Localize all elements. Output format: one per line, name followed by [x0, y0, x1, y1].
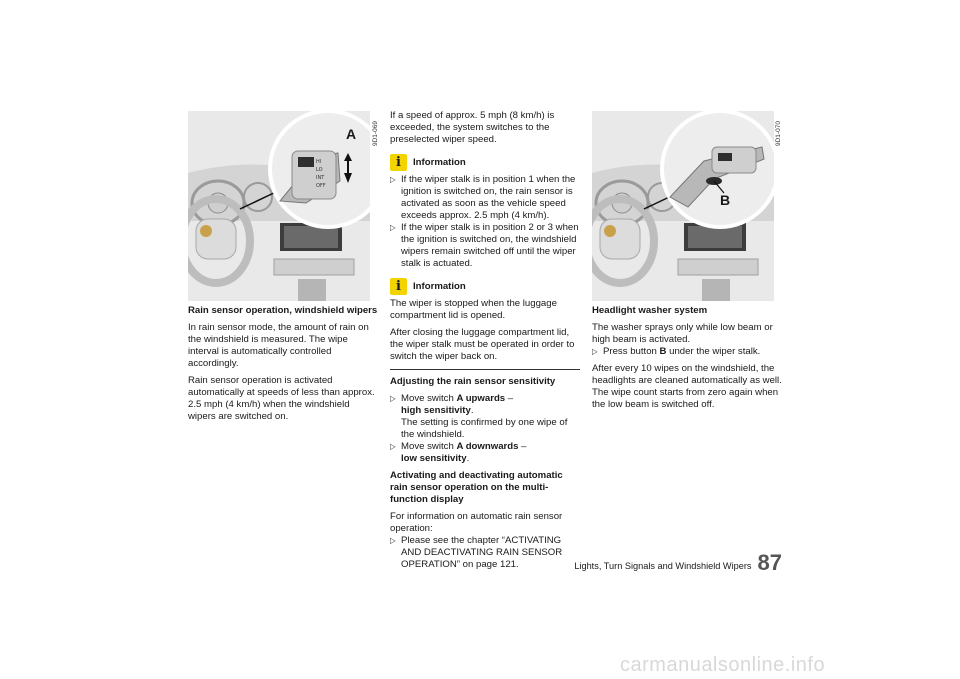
- information-block-1: [390, 154, 580, 171]
- text-fragment: .: [470, 405, 474, 416]
- wiper-stalk-figure-a: [188, 111, 370, 301]
- emphasis: high sensitivity: [401, 405, 471, 416]
- bullet-arrow-icon: ▷: [390, 536, 396, 545]
- bullet-text: Please see the chapter “ACTIVATING AND DEACTIVATING RAIN SENSOR OPERATION” on page 121.: [401, 535, 563, 570]
- paragraph: Rain sensor operation is activated automatically at speeds of less than approx. 2.5 mph (4 km/h) when the windshield wipers are switched on.: [188, 375, 375, 422]
- section-heading-headlight-washer: Headlight washer system: [592, 305, 708, 316]
- figure-code-b: 9D1-070: [775, 121, 782, 146]
- bullet-text: [401, 441, 580, 465]
- text-fragment: Move switch: [401, 393, 457, 404]
- text-fragment: .: [466, 453, 470, 464]
- text-fragment: –: [505, 393, 514, 404]
- information-icon: i: [390, 154, 407, 171]
- section-heading-rain-sensor: Rain sensor operation, windshield wipers: [188, 305, 378, 316]
- chapter-title: Lights, Turn Signals and Windshield Wipers: [574, 561, 752, 571]
- information-title: Information: [413, 280, 466, 292]
- page-footer: [574, 550, 782, 575]
- list-item: [592, 346, 784, 358]
- text-fragment: Press button: [603, 346, 660, 357]
- information-title: Information: [413, 156, 466, 168]
- svg-text:HI: HI: [316, 159, 322, 165]
- text-fragment: under the wiper stalk.: [666, 346, 761, 357]
- emphasis: A upwards: [456, 393, 506, 404]
- list-item: [390, 222, 580, 270]
- list-item: [390, 174, 580, 222]
- paragraph: If a speed of approx. 5 mph (8 km/h) is exceeded, the system switches to the preselected wiper speed.: [390, 110, 555, 145]
- watermark: carmanualsonline.info: [620, 654, 826, 676]
- bullet-arrow-icon: ▷: [390, 223, 396, 232]
- list-item: [390, 393, 580, 441]
- paragraph: The washer sprays only while low beam or high beam is activated.: [592, 322, 773, 345]
- bullet-text: If the wiper stalk is in position 1 when the ignition is switched on, the rain sensor is activated as soon as the vehicle speed exceeds approx. 2.5 mph (4 km/h).: [401, 174, 576, 221]
- list-item: [390, 441, 580, 465]
- svg-text:LO: LO: [316, 167, 323, 173]
- note-text: The setting is confirmed by one wipe of the windshield.: [401, 417, 568, 440]
- text-fragment: –: [518, 441, 527, 452]
- page-number: 87: [757, 550, 782, 575]
- bullet-arrow-icon: ▷: [390, 394, 396, 403]
- paragraph: For information on automatic rain sensor operation:: [390, 511, 563, 534]
- svg-text:INT: INT: [316, 175, 325, 181]
- middle-column-text: [390, 110, 580, 571]
- bullet-text: If the wiper stalk is in position 2 or 3 when the ignition is switched on, the windshield wipers remain switched off until the wiper stalk is actuated.: [401, 222, 579, 269]
- section-heading-adjusting: Adjusting the rain sensor sensitivity: [390, 376, 556, 387]
- svg-text:OFF: OFF: [316, 183, 326, 189]
- bullet-text: [401, 393, 580, 441]
- divider: [390, 369, 580, 370]
- right-column-text: [592, 305, 784, 416]
- emphasis: A downwards: [456, 441, 519, 452]
- figure-code-a: 9D1-069: [372, 121, 379, 146]
- list-item: [390, 535, 580, 571]
- paragraph: After closing the luggage compartment lid, the wiper stalk must be operated in order to switch the wiper back on.: [390, 327, 575, 362]
- callout-label-b: B: [720, 192, 731, 208]
- bullet-arrow-icon: ▷: [390, 175, 396, 184]
- dashboard-illustration: [592, 111, 774, 301]
- dashboard-illustration: [188, 111, 370, 301]
- information-block-2: [390, 278, 580, 295]
- emphasis: B: [659, 346, 667, 357]
- paragraph: In rain sensor mode, the amount of rain on the windshield is measured. The wipe interval is automatically controlled accordingly.: [188, 322, 369, 369]
- paragraph: The wiper is stopped when the luggage compartment lid is opened.: [390, 298, 557, 321]
- section-heading-activating: Activating and deactivating automatic rain sensor operation on the multi-function display: [390, 470, 563, 505]
- wiper-stalk-figure-b: [592, 111, 774, 301]
- callout-label-a: A: [346, 126, 357, 142]
- text-fragment: Move switch: [401, 441, 457, 452]
- bullet-text: [603, 346, 784, 358]
- information-icon: i: [390, 278, 407, 295]
- emphasis: low sensitivity: [401, 453, 467, 464]
- paragraph: After every 10 wipes on the windshield, the headlights are cleaned automatically as well. The wipe count starts from zero again when the low beam is switched off.: [592, 363, 782, 410]
- bullet-arrow-icon: ▷: [390, 442, 396, 451]
- left-column-text: [188, 305, 378, 428]
- bullet-arrow-icon: ▷: [592, 347, 598, 356]
